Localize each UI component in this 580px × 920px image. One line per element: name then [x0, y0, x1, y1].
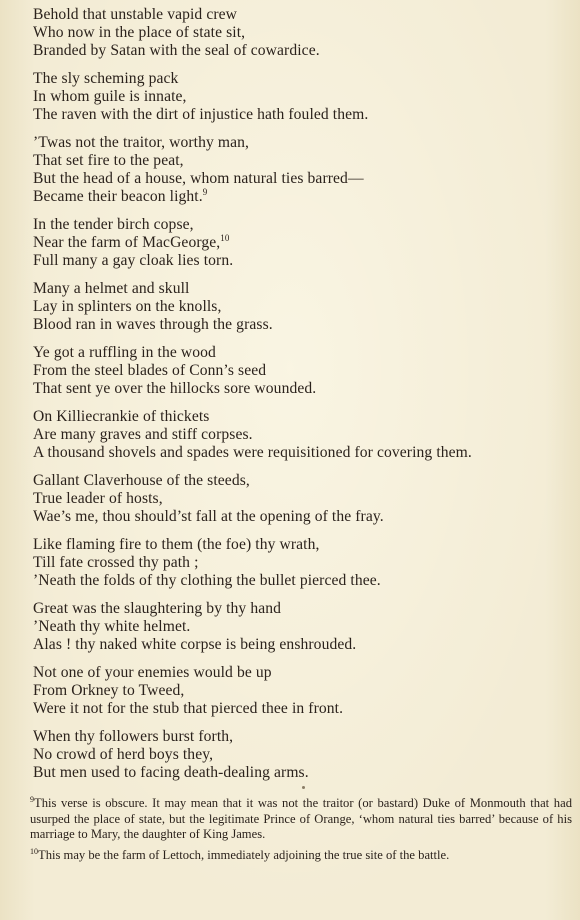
stanza	[33, 664, 573, 718]
footnote-9	[30, 796, 572, 843]
footnote-text: This may be the farm of Lettoch, immediately adjoining the true site of the battle.	[38, 847, 450, 862]
verse-line: But the head of a house, whom natural ties barred—	[33, 170, 364, 187]
stanza	[33, 134, 573, 206]
verse-line: ’Neath thy white helmet.	[33, 618, 191, 635]
verse-line: But men used to facing death-dealing arms.	[33, 764, 309, 781]
verse-line: That set fire to the peat,	[33, 152, 184, 169]
verse-line: Are many graves and stiff corpses.	[33, 426, 253, 443]
verse-line: When thy followers burst forth,	[33, 728, 234, 745]
verse-line: Many a helmet and skull	[33, 280, 190, 297]
footnote-number: 10	[30, 846, 38, 856]
stanza	[33, 728, 573, 782]
verse-line: ’Twas not the traitor, worthy man,	[33, 134, 250, 151]
stanza	[33, 70, 573, 124]
footnote-ref-10[interactable]: 10	[220, 233, 230, 243]
verse-line-text: Became their beacon light.	[33, 188, 203, 205]
stanza	[33, 408, 573, 462]
verse-line: On Killiecrankie of thickets	[33, 408, 210, 425]
verse-line: The sly scheming pack	[33, 70, 179, 87]
verse-line-text: Near the farm of MacGeorge,	[33, 234, 221, 251]
verse-line: A thousand shovels and spades were requisitioned for covering them.	[33, 444, 472, 461]
verse-line: The raven with the dirt of injustice hath fouled them.	[33, 106, 369, 123]
verse-line: Full many a gay cloak lies torn.	[33, 252, 234, 269]
verse-line: Who now in the place of state sit,	[33, 24, 246, 41]
verse-line: Gallant Claverhouse of the steeds,	[33, 472, 250, 489]
footnote-ref-9[interactable]: 9	[202, 187, 208, 197]
stanza	[33, 280, 573, 334]
verse-line: Great was the slaughtering by thy hand	[33, 600, 282, 617]
ink-speck	[302, 786, 305, 789]
footnote-number: 9	[30, 795, 34, 804]
footnotes	[30, 796, 572, 868]
verse-line: Like flaming fire to them (the foe) thy wrath,	[33, 536, 320, 553]
verse-line: In whom guile is innate,	[33, 88, 187, 105]
verse-line: That sent ye over the hillocks sore wounded.	[33, 380, 317, 397]
stanza	[33, 600, 573, 654]
stanza	[33, 216, 573, 270]
footnote-body	[30, 848, 572, 864]
verse-line: From the steel blades of Conn’s seed	[33, 362, 267, 379]
verse-line: Behold that unstable vapid crew	[33, 6, 238, 23]
verse-line: Branded by Satan with the seal of cowardice.	[33, 42, 320, 59]
verse-line: True leader of hosts,	[33, 490, 163, 507]
verse-line: Not one of your enemies would be up	[33, 664, 272, 681]
verse-line: In the tender birch copse,	[33, 216, 194, 233]
footnote-text: This verse is obscure. It may mean that it was not the traitor (or bastard) Duke of Monmouth that had usurped the place of state, but the legitimate Prince of Orange, ‘whom natural ties barred’ because of his marriage to Mary, the daughter of King James.	[30, 796, 572, 842]
poem	[33, 6, 573, 792]
verse-line	[33, 234, 573, 252]
stanza	[33, 344, 573, 398]
verse-line: Till fate crossed thy path ;	[33, 554, 199, 571]
verse-line: Ye got a ruffling in the wood	[33, 344, 216, 361]
verse-line	[33, 188, 573, 206]
verse-line: ’Neath the folds of thy clothing the bullet pierced thee.	[33, 572, 381, 589]
footnote-10	[30, 848, 572, 864]
verse-line: Were it not for the stub that pierced thee in front.	[33, 700, 344, 717]
verse-line: From Orkney to Tweed,	[33, 682, 185, 699]
stanza	[33, 536, 573, 590]
stanza	[33, 6, 573, 60]
footnote-body	[30, 796, 572, 843]
verse-line: Lay in splinters on the knolls,	[33, 298, 222, 315]
stanza	[33, 472, 573, 526]
verse-line: Blood ran in waves through the grass.	[33, 316, 273, 333]
verse-line: Alas ! thy naked white corpse is being enshrouded.	[33, 636, 357, 653]
verse-line: Wae’s me, thou should’st fall at the opening of the fray.	[33, 508, 384, 525]
verse-line: No crowd of herd boys they,	[33, 746, 214, 763]
